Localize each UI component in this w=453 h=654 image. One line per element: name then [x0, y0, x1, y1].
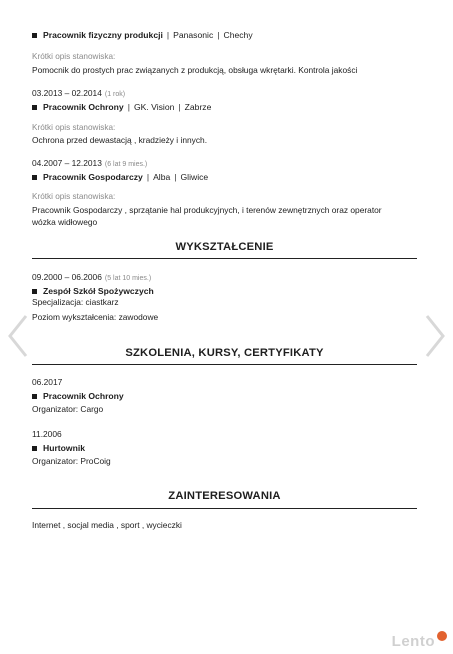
course-organizer: Organizator: Cargo [32, 404, 104, 414]
job-description-label: Krótki opis stanowiska: [32, 52, 116, 61]
previous-button[interactable] [6, 312, 30, 360]
job-city: Chechy [223, 30, 253, 40]
course-date: 11.2006 [32, 429, 62, 439]
course-name: Hurtownik [43, 443, 86, 453]
job-title-line [32, 102, 211, 112]
separator: | [166, 30, 170, 40]
job-city: Gliwice [180, 172, 209, 182]
interests-text: Internet , socjal media , sport , wycieczki [32, 520, 182, 530]
separator: | [217, 30, 220, 40]
job-description-label: Krótki opis stanowiska: [32, 192, 116, 201]
section-heading-education: WYKSZTAŁCENIE [175, 241, 274, 253]
job-company: Alba [153, 172, 171, 182]
course-name: Pracownik Ochrony [43, 391, 124, 401]
job-title-line [32, 30, 253, 40]
separator: | [174, 172, 177, 182]
job-city: Zabrze [184, 102, 212, 112]
square-bullet-icon [32, 33, 37, 38]
date-range: 03.2013 – 02.2014 [32, 88, 102, 98]
course-date: 06.2017 [32, 377, 63, 387]
job-company: GK. Vision [133, 102, 175, 112]
course-line [32, 391, 124, 401]
job-description-label: Krótki opis stanowiska: [32, 123, 116, 132]
chevron-right-icon [423, 312, 447, 360]
section-divider [32, 508, 417, 509]
watermark-badge [437, 631, 447, 641]
job-description: Pomocnik do prostych prac związanych z produkcją, obsługa wkrętarki. Kontrola jakości [32, 65, 358, 75]
section-divider [32, 258, 417, 259]
separator: | [127, 102, 130, 112]
separator: | [146, 172, 150, 182]
education-dates [32, 272, 151, 282]
separator: | [178, 102, 181, 112]
course-line [32, 443, 85, 453]
school-name: Zespół Szkół Spożywczych [43, 286, 154, 296]
date-range: 09.2000 – 06.2006 [32, 272, 102, 282]
next-button[interactable] [423, 312, 447, 360]
job-description: Ochrona przed dewastacją , kradzieży i innych. [32, 135, 208, 145]
square-bullet-icon [32, 175, 37, 180]
square-bullet-icon [32, 105, 37, 110]
watermark-logo [392, 633, 447, 650]
square-bullet-icon [32, 394, 37, 399]
course-organizer: Organizator: ProCoig [32, 456, 111, 466]
duration: (1 rok) [104, 91, 126, 98]
job-dates [32, 158, 147, 168]
job-dates [32, 88, 125, 98]
job-description: wózka widłowego [32, 217, 98, 227]
education-specialization: Specjalizacja: ciastkarz [32, 297, 119, 307]
duration: (6 lat 9 mies.) [104, 161, 148, 168]
job-role: Pracownik Gospodarczy [43, 172, 143, 182]
job-role: Pracownik fizyczny produkcji [43, 30, 163, 40]
square-bullet-icon [32, 289, 37, 294]
job-description: Pracownik Gospodarczy , sprzątanie hal produkcyjnych, i terenów zewnętrznych oraz operator [32, 205, 382, 215]
job-role: Pracownik Ochrony [43, 102, 124, 112]
experience-entry-1 [32, 30, 253, 40]
section-heading-courses: SZKOLENIA, KURSY, CERTYFIKATY [125, 347, 324, 359]
section-divider [32, 364, 417, 365]
job-company: Panasonic [173, 30, 214, 40]
date-range: 04.2007 – 12.2013 [32, 158, 102, 168]
chevron-left-icon [6, 312, 30, 360]
section-heading-interests: ZAINTERESOWANIA [168, 490, 281, 502]
watermark-text: Lento [391, 633, 435, 650]
job-title-line [32, 172, 208, 182]
education-level: Poziom wykształcenia: zawodowe [32, 312, 159, 322]
square-bullet-icon [32, 446, 37, 451]
school-line [32, 286, 154, 296]
duration: (5 lat 10 mies.) [104, 275, 152, 282]
